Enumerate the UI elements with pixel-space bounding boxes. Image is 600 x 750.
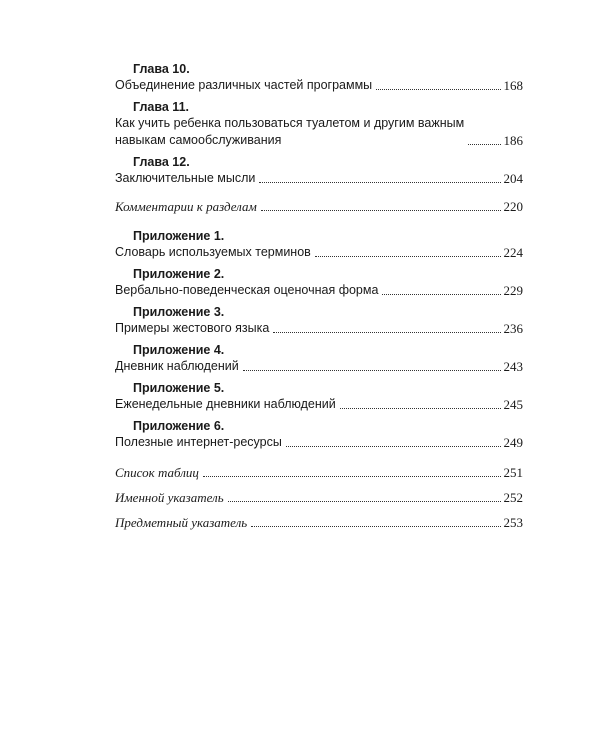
toc-entry[interactable] [115,115,523,149]
page-number: 245 [503,397,523,412]
appendix-heading: Приложение 5. [133,381,225,395]
entry-title: Объединение различных частей программы [115,78,373,92]
toc-entry-comments[interactable] [115,198,523,215]
entry-title: Именной указатель [115,490,224,505]
toc-entry[interactable] [115,170,523,187]
entry-title: Предметный указатель [115,515,248,530]
appendix-heading: Приложение 2. [133,267,225,281]
page-number: 186 [503,133,523,148]
dot-leader [376,88,501,90]
toc-entry-tables-list[interactable] [115,464,523,481]
chapter-heading: Глава 12. [133,155,190,169]
appendix-heading: Приложение 1. [133,229,225,243]
toc-appendix-4 [115,343,523,375]
toc-chapter-11 [115,100,523,149]
appendix-heading: Приложение 3. [133,305,225,319]
page-number: 229 [503,283,523,298]
entry-title: Как учить ребенка пользоваться туалетом и другим важным навыкам самообслуживания [115,116,465,147]
chapter-heading: Глава 10. [133,62,190,76]
dot-leader [340,407,501,409]
entry-title: Заключительные мысли [115,171,256,185]
dot-leader [315,255,501,257]
dot-leader [261,209,501,211]
entry-title: Вербально-поведенческая оценочная форма [115,283,379,297]
dot-leader [259,181,501,183]
entry-title: Примеры жестового языка [115,321,270,335]
entry-title: Комментарии к разделам [115,199,257,214]
chapter-heading: Глава 11. [133,100,189,114]
toc-entry[interactable] [115,434,523,451]
toc-chapter-10 [115,62,523,94]
page-number: 251 [503,465,523,480]
dot-leader [203,475,501,477]
toc-entry-name-index[interactable] [115,489,523,506]
dot-leader [286,445,501,447]
page-number: 204 [503,171,523,186]
toc-appendix-3 [115,305,523,337]
page-number: 220 [503,199,523,214]
page-number: 224 [503,245,523,260]
dot-leader [273,331,501,333]
toc-entry[interactable] [115,358,523,375]
toc-entry[interactable] [115,282,523,299]
toc-chapter-12 [115,155,523,187]
toc-appendix-2 [115,267,523,299]
dot-leader [251,525,501,527]
page-number: 253 [503,515,523,530]
dot-leader [468,143,501,145]
appendix-heading: Приложение 6. [133,419,225,433]
toc-entry[interactable] [115,244,523,261]
appendix-heading: Приложение 4. [133,343,225,357]
toc-appendix-1 [115,229,523,261]
toc-entry[interactable] [115,320,523,337]
toc-entry[interactable] [115,396,523,413]
entry-title: Еженедельные дневники наблюдений [115,397,336,411]
toc-appendix-5 [115,381,523,413]
dot-leader [382,293,501,295]
table-of-contents [115,62,523,531]
page-number: 243 [503,359,523,374]
dot-leader [243,369,501,371]
entry-title: Словарь используемых терминов [115,245,311,259]
page-number: 249 [503,435,523,450]
page-number: 168 [503,78,523,93]
entry-title: Дневник наблюдений [115,359,239,373]
page-number: 252 [503,490,523,505]
dot-leader [228,500,501,502]
toc-appendix-6 [115,419,523,451]
toc-entry[interactable] [115,77,523,94]
page-number: 236 [503,321,523,336]
toc-entry-subject-index[interactable] [115,514,523,531]
entry-title: Список таблиц [115,465,199,480]
entry-title: Полезные интернет-ресурсы [115,435,282,449]
